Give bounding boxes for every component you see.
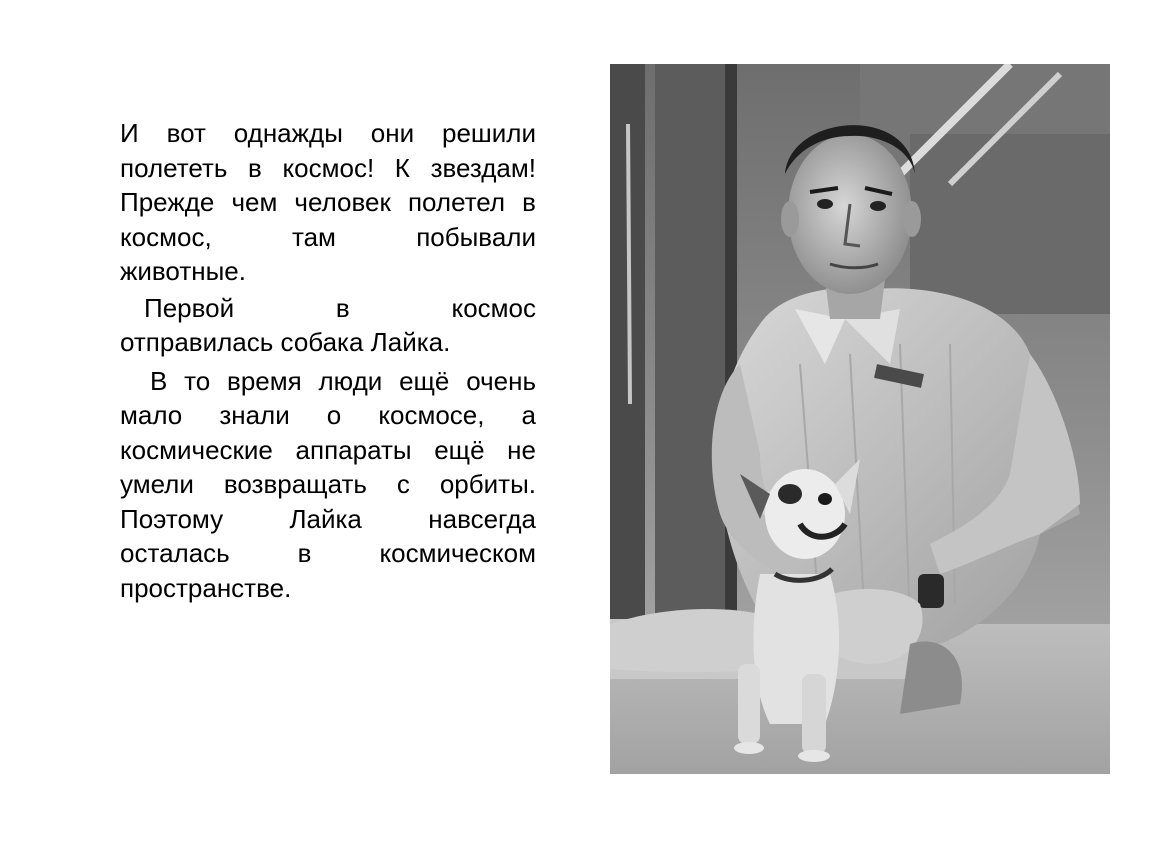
text-line: отправилась собака Лайка. bbox=[120, 327, 451, 357]
text-line: пространстве. bbox=[120, 572, 292, 603]
text-line: Первой в космос bbox=[144, 292, 536, 323]
text-line: В то время люди ещё очень bbox=[150, 365, 536, 396]
text-line: мало знали о космосе, а bbox=[120, 400, 536, 430]
text-line: умели возвращать с орбиты. bbox=[120, 469, 536, 499]
text-line: Поэтому Лайка навсегда bbox=[120, 503, 536, 534]
text-line: космические аппараты ещё не bbox=[120, 434, 536, 465]
text-line: космос, там побывали bbox=[120, 221, 536, 252]
story-text bbox=[120, 116, 536, 605]
text-line: животные. bbox=[120, 256, 246, 286]
photo-man-with-dog bbox=[610, 64, 1110, 774]
paragraph-1 bbox=[120, 116, 536, 289]
text-line: полететь в космос! К звездам! bbox=[120, 152, 536, 183]
photo-illustration bbox=[610, 64, 1110, 774]
paragraph-3 bbox=[120, 364, 536, 606]
text-line: И вот однажды они решили bbox=[120, 118, 536, 148]
paragraph-2 bbox=[120, 291, 536, 360]
text-line: осталась в космическом bbox=[120, 538, 536, 568]
text-line: Прежде чем человек полетел в bbox=[120, 187, 536, 217]
